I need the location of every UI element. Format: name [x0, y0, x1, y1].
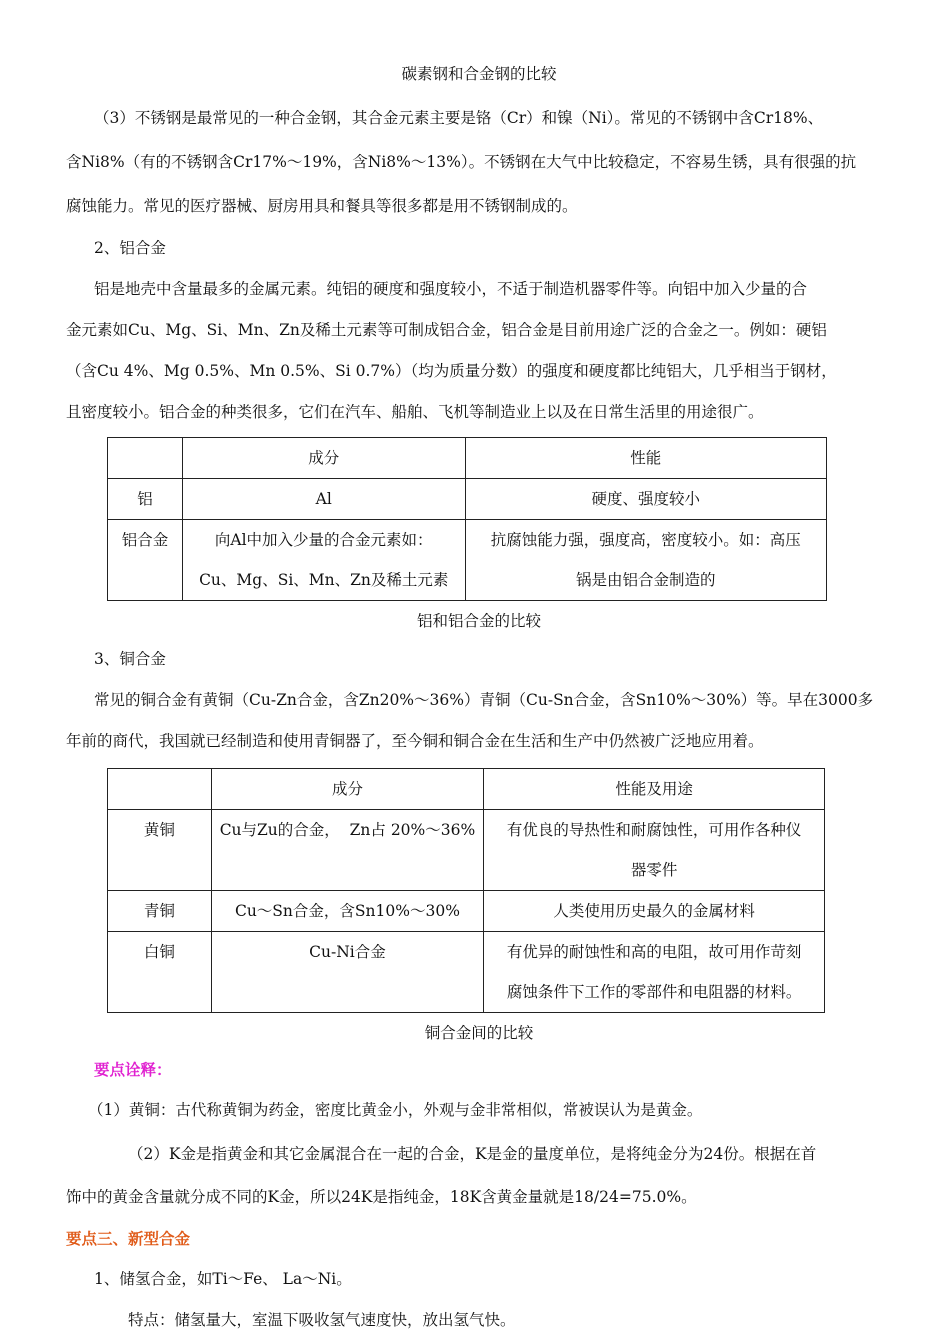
table-header-cell [108, 438, 183, 479]
table-header-cell: 成分 [211, 769, 484, 810]
table-cell-name: 铝合金 [108, 520, 183, 601]
use-line: 器零件 [630, 861, 678, 879]
table-cell-composition [182, 520, 465, 601]
table-header-cell: 成分 [182, 438, 465, 479]
al-comparison-table [107, 437, 827, 601]
section-title: 要点三、新型合金 [66, 1229, 191, 1248]
table-header-cell: 性能 [465, 438, 826, 479]
use-line: 有优异的耐蚀性和高的电阻，故可用作苛刻 [506, 943, 802, 961]
property-line: 锅是由铝合金制造的 [576, 571, 716, 589]
notes-paragraph: （2）K金是指黄金和其它金属混合在一起的合金，K是金的量度单位，是将纯金分为24份。根据在首 [128, 1145, 817, 1163]
table-cell-composition: Cu与Zu的合金， Zn占 20%～36% [211, 810, 484, 891]
table-cell-name: 白铜 [108, 932, 212, 1013]
table-cell-name: 青铜 [108, 891, 212, 932]
table-cell-composition: Cu-Ni合金 [211, 932, 484, 1013]
table-header-cell [108, 769, 212, 810]
notes-title: 要点诠释： [94, 1060, 172, 1079]
al-paragraph-line: 金元素如Cu、Mg、Si、Mn、Zn及稀土元素等可制成铝合金，铝合金是目前用途广泛的合金之一。例如：硬铝 [66, 321, 827, 339]
composition-line: 向Al中加入少量的合金元素如： [214, 531, 433, 549]
document-page [66, 60, 892, 1341]
table-cell-property: 硬度、强度较小 [465, 479, 826, 520]
stainless-paragraph-line: （3）不锈钢是最常见的一种合金钢，其合金元素主要是铬（Cr）和镍（Ni）。常见的不锈钢中含Cr18%、 [94, 109, 824, 127]
table-cell-property [465, 520, 826, 601]
table-row [108, 479, 827, 520]
steel-table-caption: 碳素钢和合金钢的比较 [401, 65, 557, 83]
table-cell-composition: Cu～Sn合金，含Sn10%～30% [211, 891, 484, 932]
table-header-row [108, 438, 827, 479]
table-header-row [108, 769, 825, 810]
property-line: 抗腐蚀能力强，强度高，密度较小。如：高压 [490, 531, 801, 549]
section-feature: 特点：储氢量大，室温下吸收氢气速度快，放出氢气快。 [128, 1311, 516, 1329]
al-table-caption: 铝和铝合金的比较 [416, 612, 541, 630]
al-paragraph-line: （含Cu 4%、Mg 0.5%、Mn 0.5%、Si 0.7%）（均为质量分数）的强度和硬度都比纯铝大，几乎相当于钢材， [66, 362, 837, 380]
cu-heading: 3、铜合金 [94, 650, 166, 668]
table-cell-use [484, 932, 825, 1013]
stainless-paragraph-line: 含Ni8%（有的不锈钢含Cr17%～19%，含Ni8%～13%）。不锈钢在大气中比较稳定，不容易生锈，具有很强的抗 [66, 153, 857, 171]
al-paragraph-line: 铝是地壳中含量最多的金属元素。纯铝的硬度和强度较小，不适于制造机器零件等。向铝中加入少量的合 [94, 280, 808, 298]
table-row [108, 520, 827, 601]
table-cell-name: 铝 [108, 479, 183, 520]
al-heading: 2、铝合金 [94, 239, 166, 257]
al-paragraph-line: 且密度较小。铝合金的种类很多，它们在汽车、船舶、飞机等制造业上以及在日常生活里的用途很广。 [66, 403, 764, 421]
use-line: 腐蚀条件下工作的零部件和电阻器的材料。 [506, 983, 802, 1001]
table-cell-use: 人类使用历史最久的金属材料 [484, 891, 825, 932]
cu-paragraph-line: 年前的商代，我国就已经制造和使用青铜器了，至今铜和铜合金在生活和生产中仍然被广泛地应用着。 [66, 732, 764, 750]
composition-line: Cu、Mg、Si、Mn、Zn及稀土元素 [199, 571, 449, 589]
table-row [108, 810, 825, 891]
table-cell-use [484, 810, 825, 891]
use-line: 有优良的导热性和耐腐蚀性，可用作各种仪 [506, 821, 802, 839]
cu-paragraph-line: 常见的铜合金有黄铜（Cu-Zn合金，含Zn20%～36%）青铜（Cu-Sn合金，含Sn10%～30%）等。早在3000多 [94, 691, 874, 709]
notes-paragraph: 饰中的黄金含量就分成不同的K金，所以24K是指纯金，18K含黄金量就是18/24=75.0%。 [66, 1188, 697, 1206]
table-cell-name: 黄铜 [108, 810, 212, 891]
table-row [108, 932, 825, 1013]
table-cell-composition: Al [182, 479, 465, 520]
table-header-cell: 性能及用途 [484, 769, 825, 810]
table-row [108, 891, 825, 932]
section-item: 1、储氢合金，如Ti～Fe、 La～Ni。 [94, 1270, 352, 1288]
stainless-paragraph-line: 腐蚀能力。常见的医疗器械、厨房用具和餐具等很多都是用不锈钢制成的。 [66, 197, 578, 215]
notes-paragraph: （1）黄铜：古代称黄铜为药金，密度比黄金小，外观与金非常相似，常被误认为是黄金。 [88, 1101, 703, 1119]
cu-table-caption: 铜合金间的比较 [424, 1024, 534, 1042]
cu-comparison-table [107, 768, 825, 1013]
